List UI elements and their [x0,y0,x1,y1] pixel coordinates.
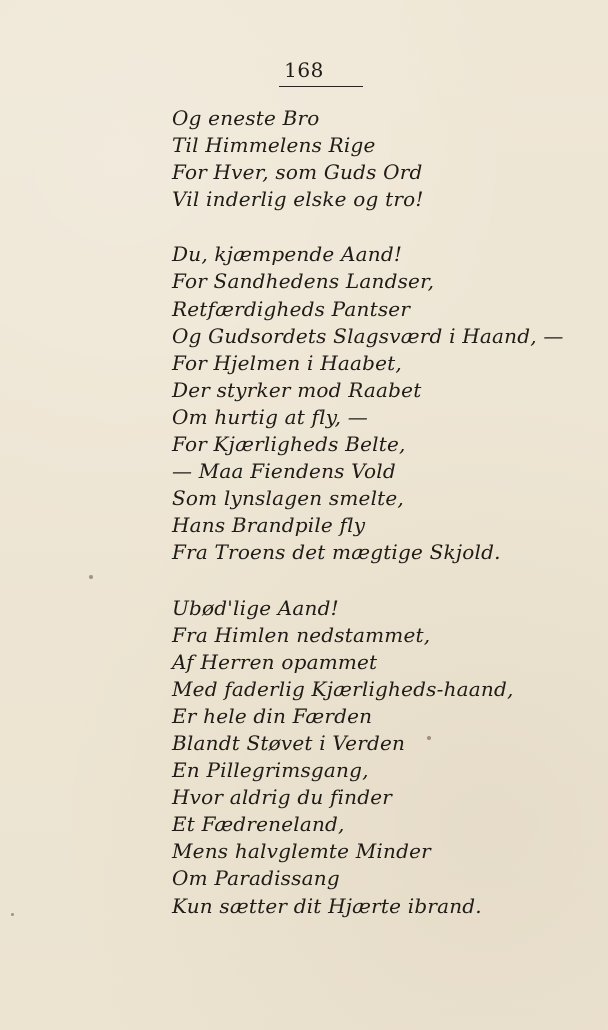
poem-line: Hvor aldrig du finder [172,785,393,810]
poem-line: For Sandhedens Landser, [172,269,435,294]
poem-line: Fra Himlen nedstammet, [172,622,431,647]
paper-speck [11,913,14,916]
poem-line: Om Paradissang [172,866,340,891]
poem-line: Ubød'lige Aand! [172,595,339,620]
poem-line: Af Herren opammet [172,649,378,674]
paper-speck [89,575,93,579]
poem-line: Og eneste Bro [172,106,320,130]
poem-line: Blandt Støvet i Verden [172,730,406,755]
poem-text [172,105,592,920]
poem-line: For Hjelmen i Haabet, [172,350,402,375]
poem-line: Hans Brandpile fly [172,513,366,538]
poem-line: — Maa Fiendens Vold [172,459,396,484]
poem-line: Retfærdigheds Pantser [172,296,411,321]
poem-line: Til Himmelens Rige [172,133,376,158]
poem-line: En Pillegrimsgang, [172,758,369,783]
poem-line: Du, kjæmpende Aand! [172,242,403,267]
stanza-2 [172,241,592,566]
poem-line: Vil inderlig elske og tro! [172,187,424,212]
page-number-rule [279,86,363,87]
paper-speck [427,736,431,740]
poem-line: Fra Troens det mægtige Skjold. [172,540,501,565]
poem-line: Om hurtig at fly, — [172,404,368,429]
stanza-1 [172,105,592,213]
poem-line: Og Gudsordets Slagsværd i Haand, — [172,323,564,348]
poem-line: Med faderlig Kjærligheds-haand, [172,676,514,701]
poem-line: For Kjærligheds Belte, [172,432,406,457]
poem-line: Er hele din Færden [172,703,373,728]
poem-line: Som lynslagen smelte, [172,486,404,511]
page-number: 168 [284,58,324,82]
poem-line: Der styrker mod Raabet [172,377,422,402]
stanza-3 [172,595,592,920]
poem-line: Et Fædreneland, [172,812,345,837]
poem-line: For Hver, som Guds Ord [172,160,423,185]
poem-line: Mens halvglemte Minder [172,839,431,864]
poem-line: Kun sætter dit Hjærte ibrand. [172,893,482,918]
